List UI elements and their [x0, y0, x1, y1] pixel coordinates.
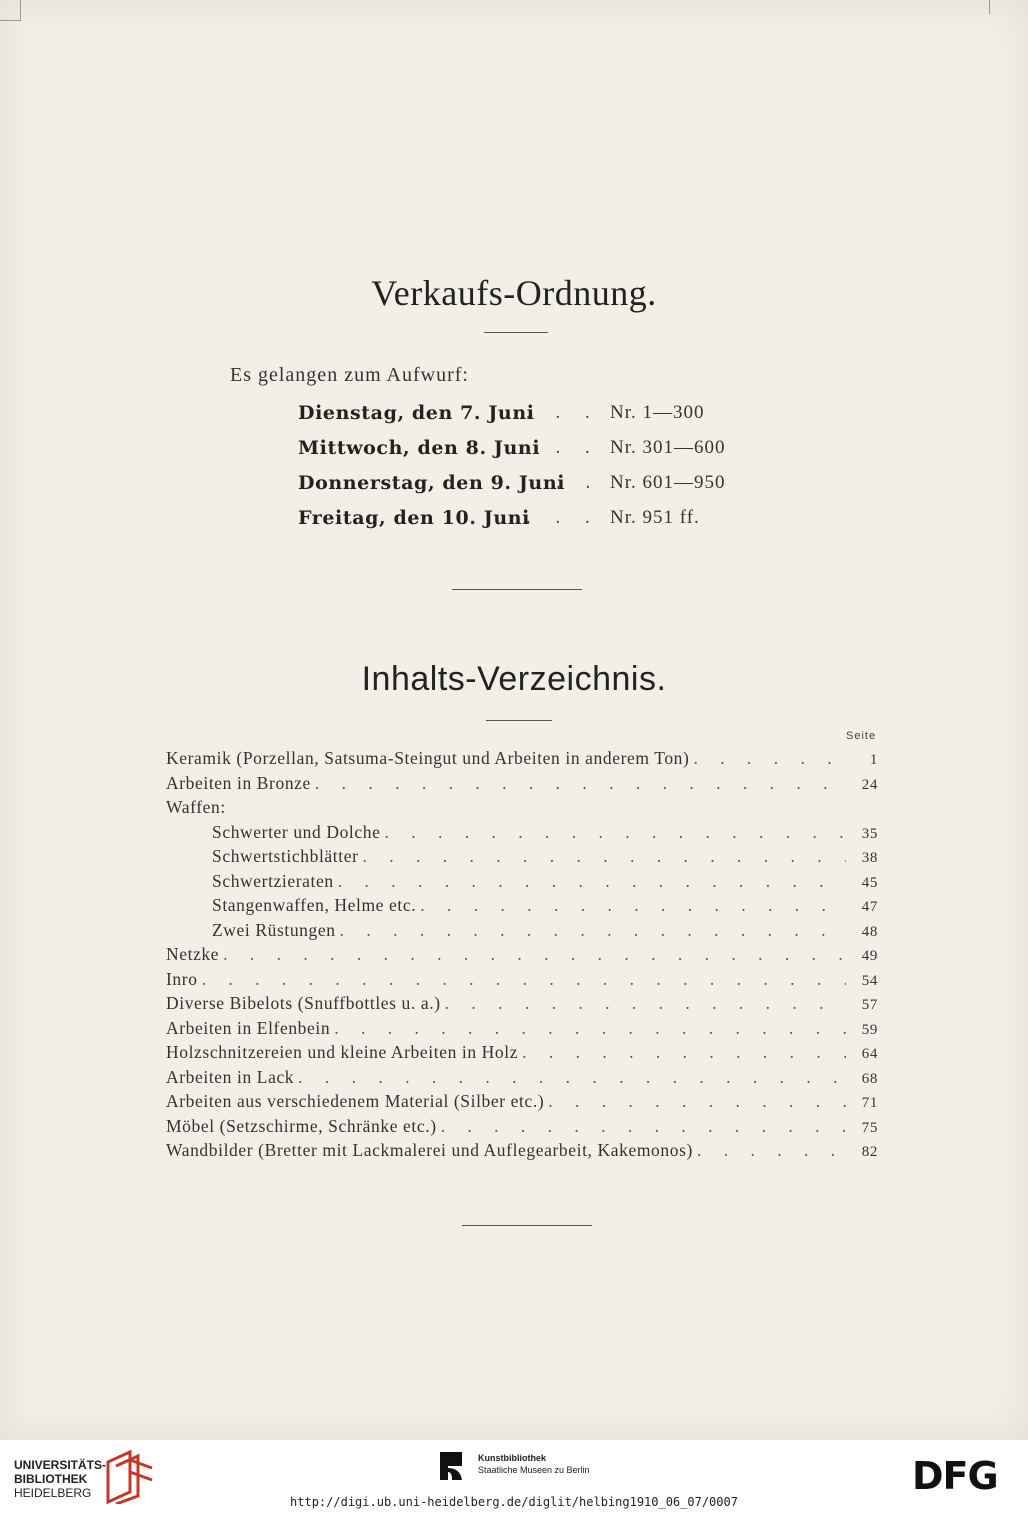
schedule-day: Freitag, den 10. Juni: [298, 507, 530, 529]
toc-entry: [166, 920, 878, 945]
toc-leader-dots: [338, 871, 846, 892]
toc-entry: [166, 969, 878, 994]
library-line: BIBLIOTHEK: [14, 1472, 88, 1486]
toc-entry-page: 48: [861, 923, 878, 940]
table-of-contents: [166, 748, 878, 1165]
toc-leader-dots: [693, 748, 846, 769]
toc-entry: [166, 748, 878, 773]
toc-leader-dots: [223, 944, 846, 965]
toc-leader-dots: [334, 1018, 846, 1039]
toc-entry: [166, 797, 878, 822]
kb-subtitle: Staatliche Museen zu Berlin: [478, 1465, 590, 1475]
schedule-row: [298, 507, 758, 542]
toc-leader-dots: [363, 846, 847, 867]
toc-entry: [166, 993, 878, 1018]
schedule-leader-dots: . .: [556, 472, 601, 493]
toc-entry-label: Inro: [166, 968, 198, 989]
schedule-range: Nr. 301—600: [610, 437, 726, 458]
divider-rule: [484, 332, 548, 333]
toc-leader-dots: [522, 1042, 846, 1063]
kunstbibliothek-wordmark[interactable]: [478, 1452, 590, 1476]
schedule-range: Nr. 951 ff.: [610, 507, 700, 528]
schedule-day: Dienstag, den 7. Juni: [298, 402, 535, 424]
toc-entry-page: 75: [861, 1119, 878, 1136]
toc-entry: [166, 822, 878, 847]
toc-entry-label: Diverse Bibelots (Snuffbottles u. a.): [166, 993, 441, 1013]
toc-leader-dots: [697, 1140, 846, 1161]
toc-entry-page: 38: [861, 850, 878, 866]
toc-leader-dots: [420, 895, 846, 916]
toc-entry-page: 1: [869, 752, 878, 768]
schedule-range: Nr. 601—950: [610, 472, 726, 493]
toc-entry: [166, 773, 878, 798]
schedule-day: Donnerstag, den 9. Juni: [298, 472, 566, 494]
toc-entry: [166, 1067, 878, 1092]
toc-entry-label: Möbel (Setzschirme, Schränke etc.): [166, 1115, 437, 1136]
schedule-leader-dots: . . .: [526, 507, 600, 528]
toc-leader-dots: [298, 1067, 846, 1088]
toc-entry: [166, 1042, 878, 1067]
toc-entry-label: Arbeiten in Lack: [166, 1066, 295, 1087]
toc-entry-label: Keramik (Porzellan, Satsuma-Steingut und Arbeiten in anderem Ton): [166, 748, 690, 768]
schedule-leader-dots: . . .: [526, 402, 600, 423]
toc-leader-dots: [340, 920, 846, 941]
divider-rule: [452, 589, 582, 590]
footer-bar: [0, 1440, 1028, 1513]
toc-leader-dots: [202, 969, 846, 990]
schedule-row: [298, 437, 758, 472]
crop-mark: [989, 0, 1010, 14]
toc-entry-page: 47: [861, 899, 878, 915]
toc-entry: [166, 944, 878, 969]
library-line: HEIDELBERG: [14, 1486, 92, 1500]
toc-entry-page: 57: [861, 997, 878, 1013]
toc-leader-dots: [384, 822, 846, 843]
toc-entry: [166, 871, 878, 896]
toc-entry-page: 82: [861, 1144, 878, 1160]
toc-entry-label: Zwei Rüstungen: [212, 919, 336, 940]
crop-mark: [0, 0, 21, 21]
dfg-logo[interactable]: DFG: [912, 1454, 998, 1498]
kb-name: Kunstbibliothek: [478, 1453, 546, 1463]
toc-entry-label: Schwerter und Dolche: [212, 821, 381, 842]
toc-leader-dots: [315, 773, 846, 794]
schedule-day: Mittwoch, den 8. Juni: [298, 437, 541, 459]
toc-entry-label: Netzke: [166, 944, 220, 964]
toc-entry-label: Arbeiten in Bronze: [166, 772, 311, 793]
schedule-row: [298, 472, 758, 507]
schedule-row: [298, 402, 758, 437]
toc-entry-label: Wandbilder (Bretter mit Lackmalerei und Auflegearbeit, Kakemonos): [166, 1140, 693, 1160]
toc-entry: [166, 1018, 878, 1043]
schedule-range: Nr. 1—300: [610, 402, 705, 423]
sale-schedule: [298, 402, 758, 542]
page-url[interactable]: http://digi.ub.uni-heidelberg.de/diglit/helbing1910_06_07/0007: [290, 1495, 738, 1509]
toc-entry-page: 59: [861, 1021, 878, 1038]
toc-entry-page: 49: [861, 948, 878, 964]
schedule-leader-dots: . . .: [526, 437, 600, 458]
toc-entry-label: Holzschnitzereien und kleine Arbeiten in Holz: [166, 1042, 519, 1062]
toc-leader-dots: [548, 1091, 846, 1112]
library-line: UNIVERSITÄTS-: [14, 1458, 107, 1472]
toc-entry: [166, 1140, 878, 1165]
kunstbibliothek-logo-icon[interactable]: [436, 1450, 468, 1482]
toc-entry-page: 45: [861, 874, 878, 891]
sale-order-title: Verkaufs-Ordnung.: [371, 273, 657, 313]
ub-heidelberg-wordmark[interactable]: [14, 1458, 106, 1500]
toc-leader-dots: [445, 993, 846, 1014]
toc-page-header: Seite: [846, 730, 877, 742]
toc-entry-page: 64: [861, 1046, 878, 1062]
toc-entry-page: 24: [861, 776, 878, 793]
toc-entry: [166, 895, 878, 920]
toc-entry-label: Schwertstichblätter: [212, 846, 359, 866]
sale-intro: Es gelangen zum Aufwurf:: [230, 364, 469, 386]
toc-entry-page: 71: [861, 1095, 878, 1111]
toc-entry-page: 54: [861, 972, 878, 989]
toc-entry: [166, 1116, 878, 1141]
toc-entry-label: Stangenwaffen, Helme etc.: [212, 895, 417, 915]
toc-entry-label: Arbeiten in Elfenbein: [166, 1017, 331, 1038]
toc-entry: [166, 1091, 878, 1116]
toc-entry-label: Waffen:: [166, 797, 226, 817]
toc-entry-page: 68: [861, 1070, 878, 1087]
toc-entry: [166, 846, 878, 871]
divider-rule: [462, 1225, 592, 1226]
divider-rule: [486, 720, 552, 721]
toc-leader-dots: [441, 1116, 846, 1137]
toc-entry-page: 35: [861, 825, 878, 842]
toc-title: Inhalts-Verzeichnis.: [361, 660, 667, 698]
toc-entry-label: Arbeiten aus verschiedenem Material (Silber etc.): [166, 1091, 545, 1111]
toc-entry-label: Schwertzieraten: [212, 870, 334, 891]
